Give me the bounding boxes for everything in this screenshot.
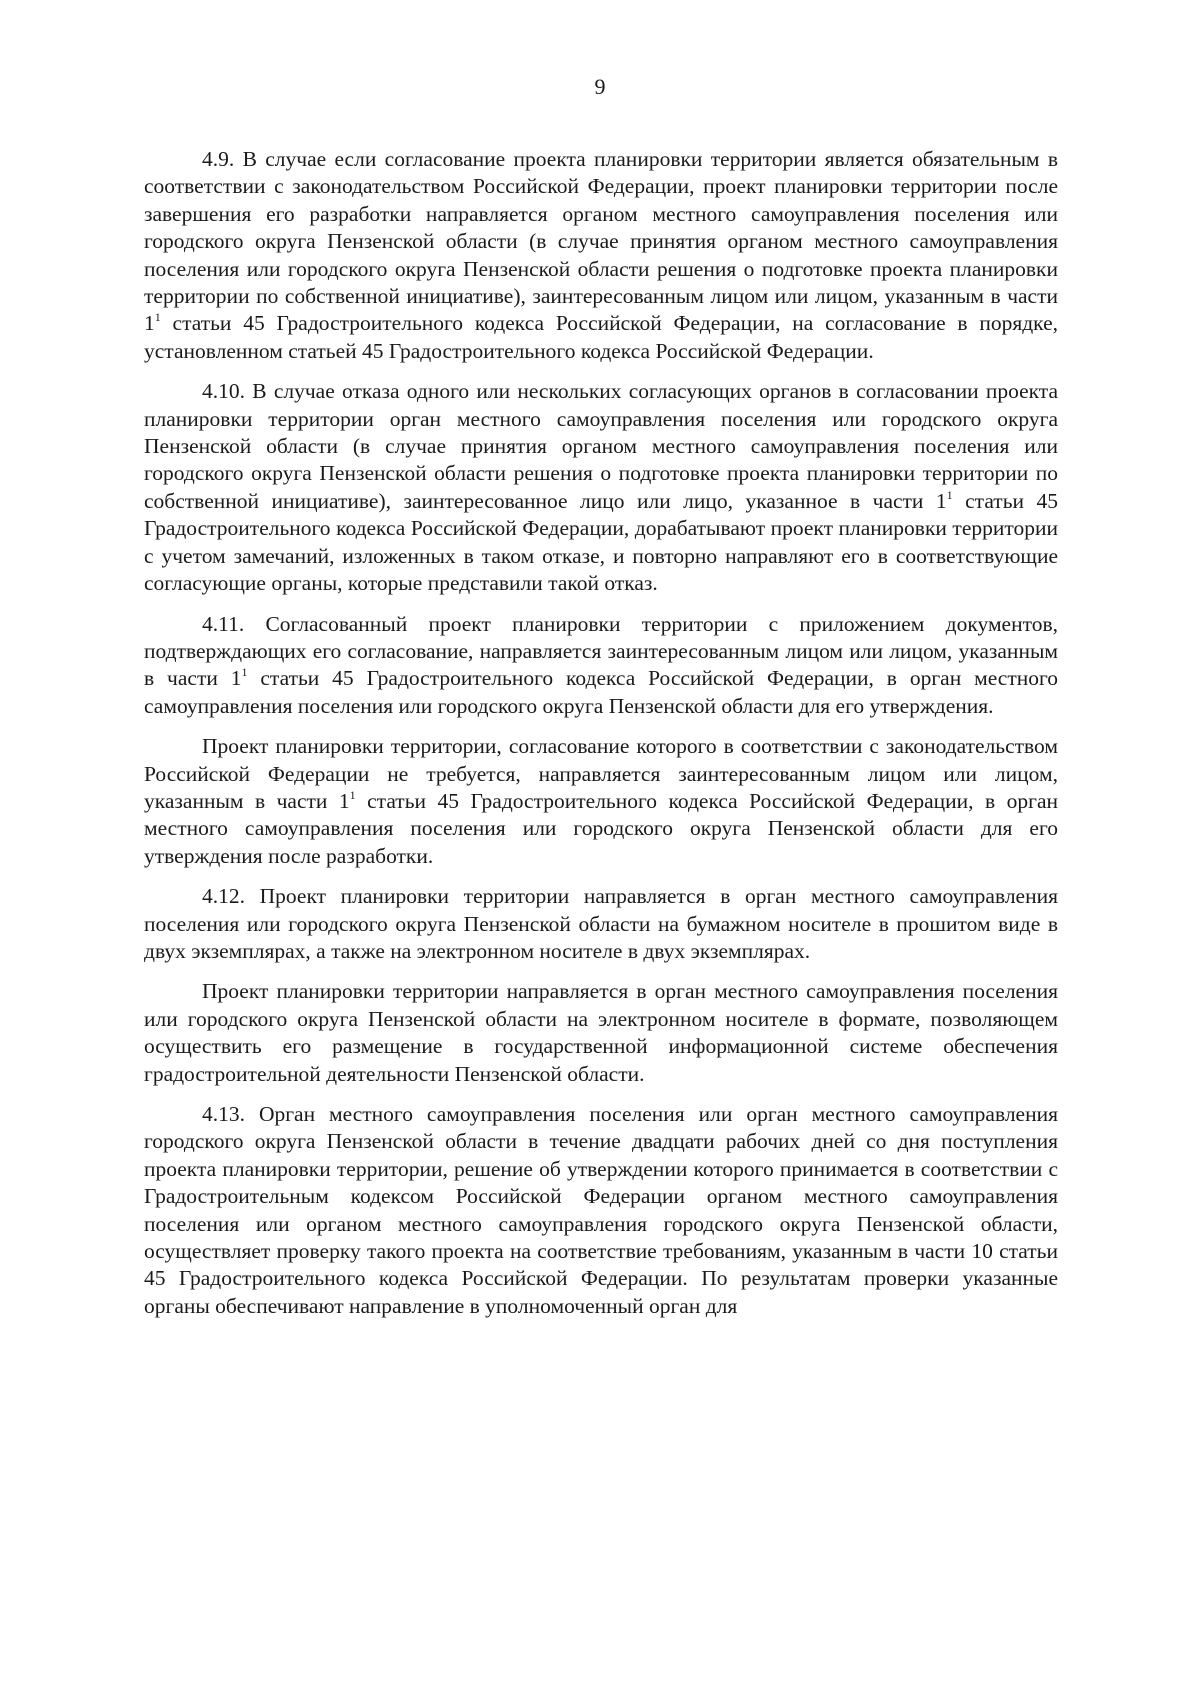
document-body <box>144 146 1058 1333</box>
paragraph-text: Проект планировки территории, согласование которого в соответствии с законодательством Российской Федерации не требуется, направляется заинтересованным лицом или лицом, указанным в части 1 <box>144 734 1058 813</box>
page-number: 9 <box>594 74 606 99</box>
paragraph <box>144 733 1058 870</box>
paragraph-text: статьи 45 Градостроительного кодекса Российской Федерации, дорабатывают проект планировки территории с учетом замечаний, изложенных в таком отказе, и повторно направляют его в соответствующие согласующие органы, которые представили такой отказ. <box>144 488 1058 596</box>
paragraph-text: статьи 45 Градостроительного кодекса Российской Федерации, в орган местного самоуправления поселения или городского округа Пензенской области для его утверждения. <box>144 666 1059 718</box>
paragraph <box>144 611 1058 721</box>
superscript: 1 <box>349 787 356 802</box>
paragraph-text: 4.11. Согласованный проект планировки территории с приложением документов, подтверждающих его согласование, направляется заинтересованным лицом или лицом, указанным в части 1 <box>144 611 1058 691</box>
superscript: 1 <box>241 665 248 680</box>
paragraph <box>144 883 1058 965</box>
paragraph-text: 4.10. В случае отказа одного или нескольких согласующих органов в согласовании проекта планировки территории орган местного самоуправления поселения или городского округа Пензенской области (в случае принятия органом местного самоуправления поселения или городского округа Пензенской области решения о подготовке проекта планировки территории по собственной инициативе), заинтересованное лицо или лицо, указанное в части 1 <box>144 379 1058 513</box>
paragraph-text: 4.9. В случае если согласование проекта планировки территории является обязательным в соответствии с законодательством Российской Федерации, проект планировки территории после завершения его разработки направляется органом местного самоуправления поселения или городского округа Пензенской области (в случае принятия органом местного самоуправления поселения или городского округа Пензенской области решения о подготовке проекта планировки территории по собственной инициативе), заинтересованным лицом или лицом, указанным в части 1 <box>144 147 1058 336</box>
superscript: 1 <box>946 487 953 502</box>
superscript: 1 <box>154 310 161 325</box>
paragraph-text: 4.13. Орган местного самоуправления поселения или орган местного самоуправления городского округа Пензенской области в течение двадцати рабочих дней со дня поступления проекта планировки территории, решение об утверждении которого принимается в соответствии с Градостроительным кодексом Российской Федерации органом местного самоуправления поселения или органом местного самоуправления городского округа Пензенской области, осуществляет проверку такого проекта на соответствие требованиям, указанным в части 10 статьи 45 Градостроительного кодекса Российской Федерации. По результатам проверки указанные органы обеспечивают направление в уполномоченный орган для <box>144 1102 1058 1318</box>
paragraph <box>144 378 1058 597</box>
paragraph-text: Проект планировки территории направляется в орган местного самоуправления поселения или городского округа Пензенской области на электронном носителе в формате, позволяющем осуществить его размещение в государственной информационной системе обеспечения градостроительной деятельности Пензенской области. <box>144 979 1058 1086</box>
paragraph-text: статьи 45 Градостроительного кодекса Российской Федерации, на согласование в порядке, установленном статьей 45 Градостроительного кодекса Российской Федерации. <box>144 311 1058 363</box>
paragraph-text: статьи 45 Градостроительного кодекса Российской Федерации, в орган местного самоуправления поселения или городского округа Пензенской области для его утверждения после разработки. <box>144 788 1058 868</box>
paragraph-text: 4.12. Проект планировки территории направляется в орган местного самоуправления поселения или городского округа Пензенской области на бумажном носителе в прошитом виде в двух экземплярах, а также на электронном носителе в двух экземплярах. <box>144 884 1058 963</box>
paragraph <box>144 146 1058 365</box>
paragraph <box>144 978 1058 1088</box>
paragraph <box>144 1101 1058 1320</box>
